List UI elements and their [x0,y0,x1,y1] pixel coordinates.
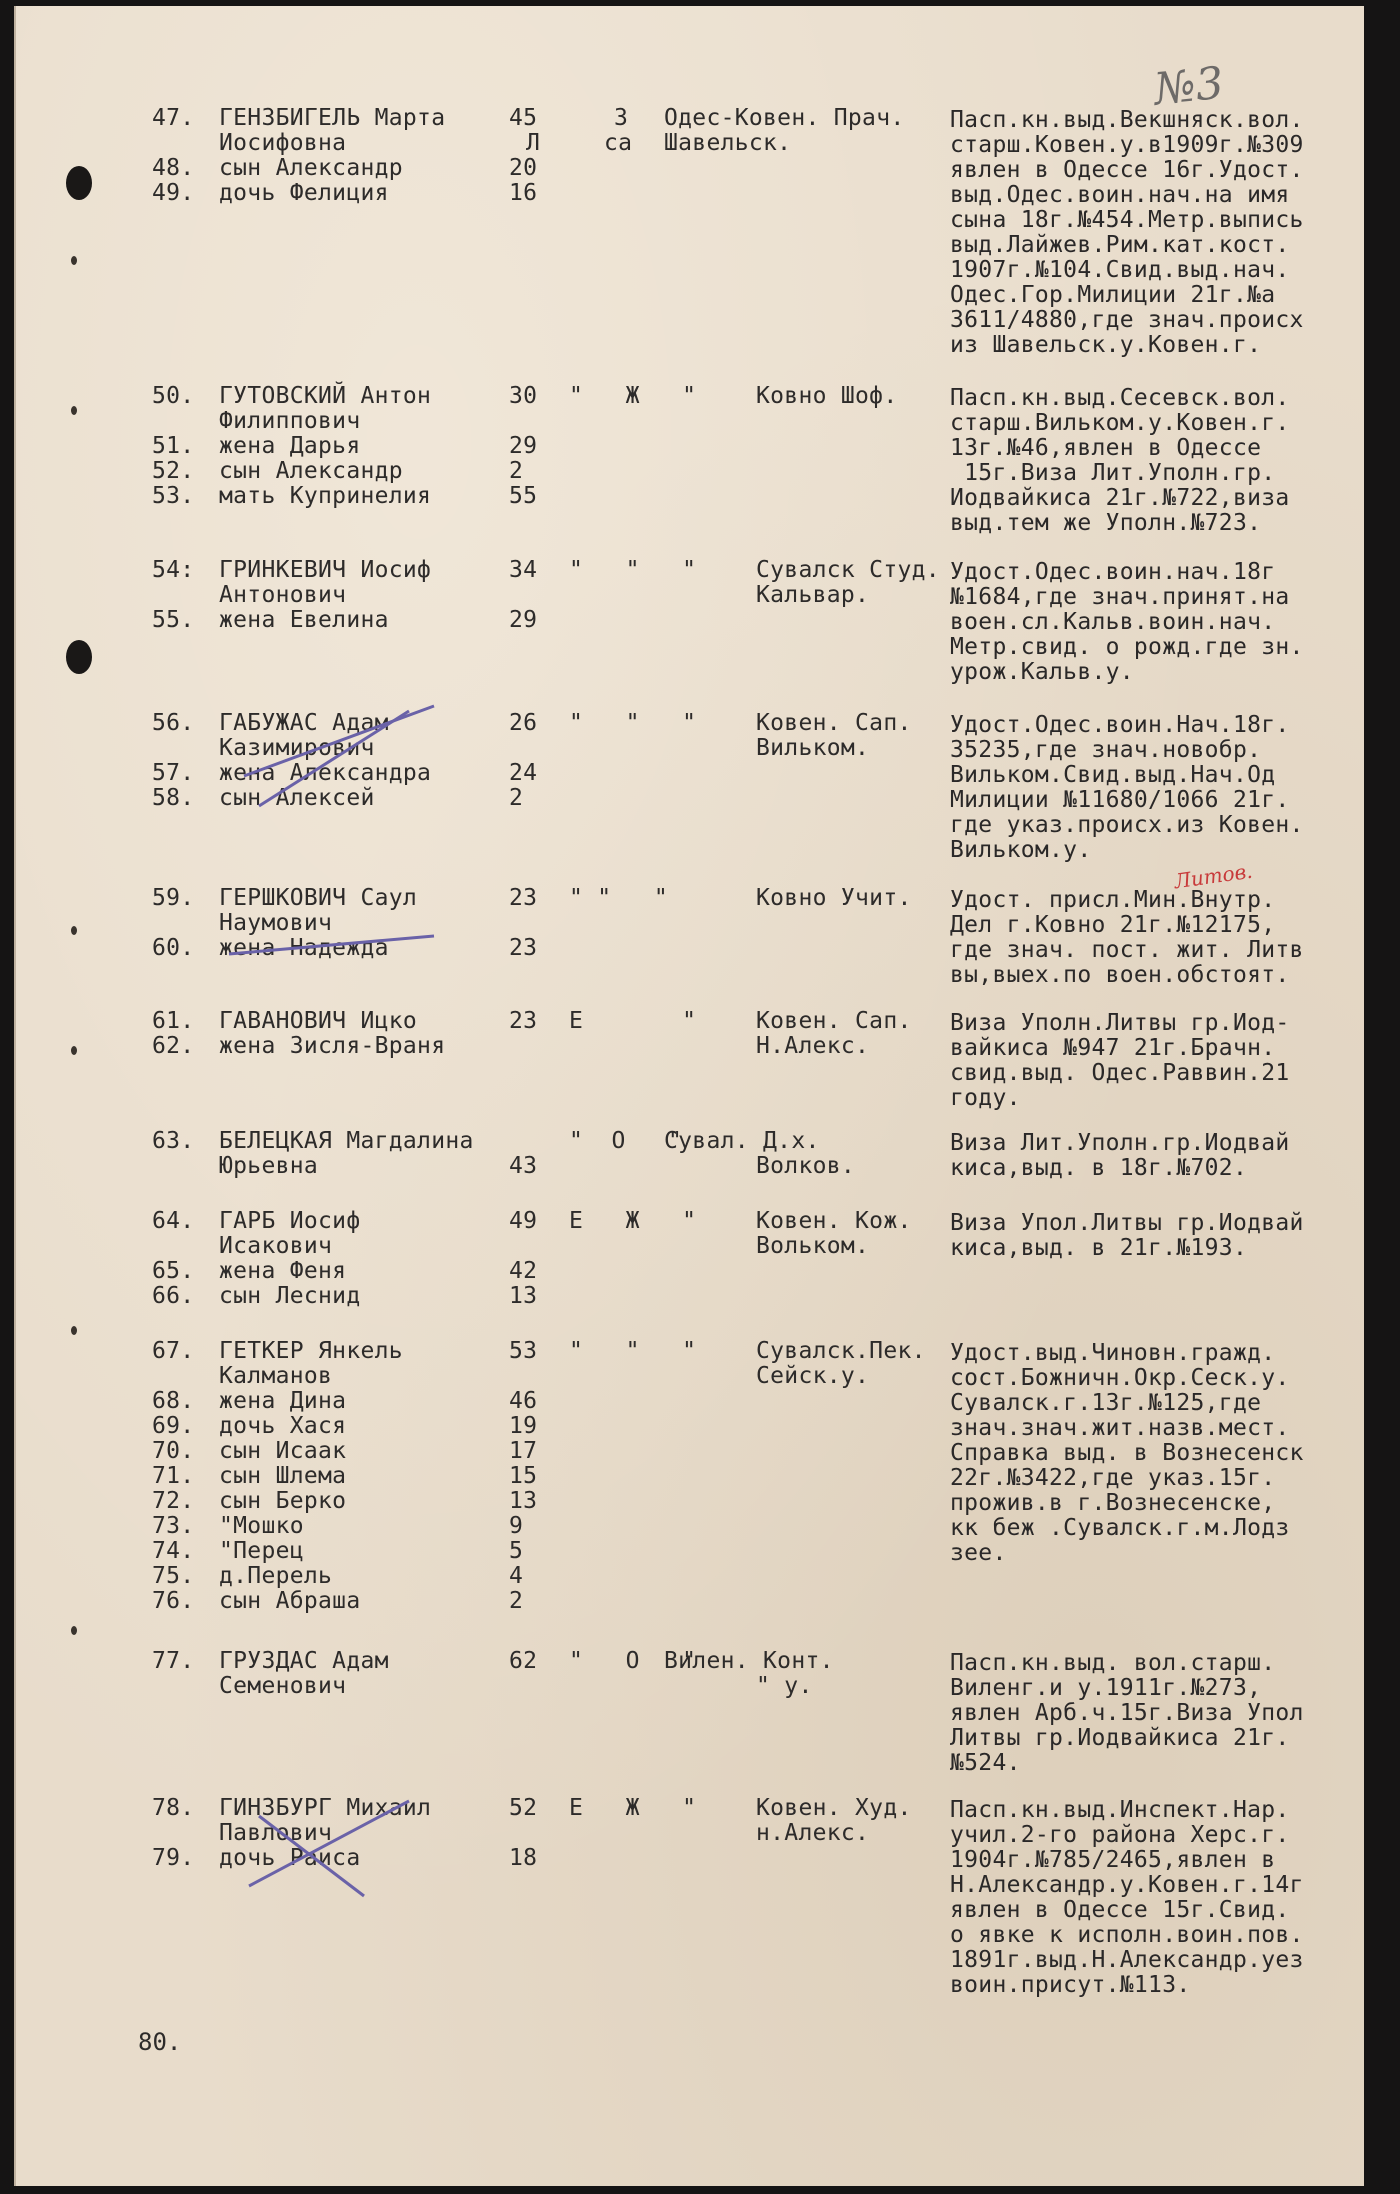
remark-line: явлен в Одессе 15г.Свид. [950,1897,1290,1923]
footer-number: 80. [138,2028,182,2056]
age-value: 16 [509,180,538,206]
status-codes: " " " [569,1338,697,1364]
status-codes: " " " [569,557,697,583]
entry-number: 65. [152,1258,195,1284]
person-name: ГРИНКЕВИЧ Иосиф [219,557,432,583]
entry-number: 60. [152,935,195,961]
person-name: Юрьевна [219,1153,319,1179]
remark-line: знач.знач.жит.назв.мест. [950,1415,1290,1441]
person-name: Антонович [219,582,347,608]
entry-number: 48. [152,155,195,181]
age-value: 53 [509,1338,538,1364]
entry-number: 69. [152,1413,195,1439]
person-name: д.Перель [219,1563,333,1589]
age-value: 42 [509,1258,538,1284]
remark-line: выд.тем же Уполн.№723. [950,510,1262,536]
remark-line: Одес.Гор.Милиции 21г.№а [950,282,1276,308]
remark-line: сына 18г.№454.Метр.выпись [950,207,1304,233]
person-name: ГУТОВСКИЙ Антон [219,383,432,409]
remark-line: 13г.№46,явлен в Одессе [950,435,1262,461]
status-codes: Е Ж " [569,1208,697,1234]
person-name: дочь Раиса [219,1845,361,1871]
person-name: БЕЛЕЦКАЯ Магдалина [219,1128,474,1154]
remark-line: вайкиса №947 21г.Брачн. [950,1035,1276,1061]
remark-line: Пасп.кн.выд.Сесевск.вол. [950,385,1290,411]
person-name: сын Леснид [219,1283,361,1309]
age-value: 29 [509,433,538,459]
entry-number: 70. [152,1438,195,1464]
origin-occupation: Сувал. Д.х. [664,1128,820,1154]
age-value: 29 [509,607,538,633]
status-codes: са [604,130,633,156]
person-name: Иосифовна [219,130,347,156]
remark-line: Удост.Одес.воин.нач.18г [950,559,1276,585]
age-value: 18 [509,1845,538,1871]
remark-line: о явке к исполн.воин.пов. [950,1922,1304,1948]
person-name: сын Алексей [219,785,375,811]
remark-line: где знач. пост. жит. Литв [950,937,1304,963]
remark-line: Литвы гр.Иодвайкиса 21г. [950,1725,1290,1751]
remark-line: 15г.Виза Лит.Уполн.гр. [950,460,1276,486]
age-value: 43 [509,1153,538,1179]
strike-line [249,1801,409,1886]
remark-line: Сувалск.г.13г.№125,где [950,1390,1262,1416]
remark-line: вы,выех.по воен.обстоят. [950,962,1290,988]
age-value: 46 [509,1388,538,1414]
person-name: "Мошко [219,1513,304,1539]
person-name: Семенович [219,1673,347,1699]
status-codes: Е Ж " [569,1795,697,1821]
remark-line: Виза Уполн.Литвы гр.Иод- [950,1010,1290,1036]
age-value: 52 [509,1795,538,1821]
entry-number: 47. [152,105,195,131]
origin-occupation: Вильком. [756,735,870,761]
entry-number: 55. [152,607,195,633]
entry-number: 74. [152,1538,195,1564]
person-name: Казимирович [219,735,375,761]
person-name: сын Александр [219,155,403,181]
age-value: 2 [509,458,524,484]
document-page [14,6,1364,2186]
origin-occupation: Сувалск.Пек. [756,1338,926,1364]
entry-number: 64. [152,1208,195,1234]
entry-number: 52. [152,458,195,484]
strike-marks [14,6,1364,2186]
entry-number: 75. [152,1563,195,1589]
origin-occupation: Шавельск. [664,130,792,156]
entry-number: 58. [152,785,195,811]
origin-occupation: н.Алекс. [756,1820,870,1846]
age-value: 9 [509,1513,524,1539]
entry-number: 51. [152,433,195,459]
person-name: ГЕТКЕР Янкель [219,1338,403,1364]
entry-number: 66. [152,1283,195,1309]
entry-number: 59. [152,885,195,911]
remark-line: Пасп.кн.выд. вол.старш. [950,1650,1276,1676]
status-codes: " О " [569,1128,683,1154]
remark-line: №1684,где знач.принят.на [950,584,1290,610]
status-codes: " " " [569,710,697,736]
age-value: 17 [509,1438,538,1464]
origin-occupation: Одес-Ковен. Прач. [664,105,905,131]
person-name: жена Дина [219,1388,347,1414]
entry-number: 76. [152,1588,195,1614]
remark-line: выд.Одес.воин.нач.на имя [950,182,1290,208]
person-name: сын Александр [219,458,403,484]
age-value: 55 [509,483,538,509]
person-name: жена Зисля-Враня [219,1033,446,1059]
remark-line: где указ.происх.из Ковен. [950,812,1304,838]
remark-line: кк беж .Сувалск.г.м.Лодз [950,1515,1290,1541]
remark-line: Удост.Одес.воин.Нач.18г. [950,712,1290,738]
red-annotation: Литов. [1172,858,1254,894]
remark-line: сост.Божничн.Окр.Сеск.у. [950,1365,1290,1391]
origin-occupation: Н.Алекс. [756,1033,870,1059]
person-name: сын Берко [219,1488,347,1514]
remark-line: старш.Ковен.у.в1909г.№309 [950,132,1304,158]
entry-number: 54: [152,557,195,583]
remark-line: явлен в Одессе 16г.Удост. [950,157,1304,183]
age-value: 23 [509,1008,538,1034]
person-name: дочь Фелиция [219,180,389,206]
person-name: дочь Хася [219,1413,347,1439]
person-name: мать Купринелия [219,483,432,509]
person-name: ГАБУЖАС Адам [219,710,389,736]
strike-line [259,1816,364,1896]
entry-number: 67. [152,1338,195,1364]
remark-line: Иодвайкиса 21г.№722,виза [950,485,1290,511]
age-value: 15 [509,1463,538,1489]
origin-occupation: Ковен. Кож. [756,1208,912,1234]
strike-line [259,711,409,806]
remark-line: Дел г.Ковно 21г.№12175, [950,912,1276,938]
remark-line: 1904г.№785/2465,явлен в [950,1847,1276,1873]
remark-line: киса,выд. в 18г.№702. [950,1155,1248,1181]
remark-line: №524. [950,1750,1021,1776]
entry-number: 73. [152,1513,195,1539]
remark-line: 35235,где знач.новобр. [950,737,1262,763]
strike-line [244,706,434,776]
remark-line: свид.выд. Одес.Раввин.21 [950,1060,1290,1086]
status-codes: " О " [569,1648,697,1674]
remark-line: Метр.свид. о рожд.где зн. [950,634,1304,660]
person-name: жена Евелина [219,607,389,633]
remark-line: прожив.в г.Вознесенске, [950,1490,1276,1516]
strike-line [229,936,434,954]
age-value: 19 [509,1413,538,1439]
remark-line: Милиции №11680/1066 21г. [950,787,1290,813]
remark-line: старш.Вильком.у.Ковен.г. [950,410,1290,436]
person-name: ГЕРШКОВИЧ Саул [219,885,418,911]
entry-number: 57. [152,760,195,786]
person-name: ГАВАНОВИЧ Ицко [219,1008,418,1034]
age-value: Л [526,130,541,156]
entry-number: 62. [152,1033,195,1059]
entry-number: 79. [152,1845,195,1871]
remark-line: воен.сл.Кальв.воин.нач. [950,609,1276,635]
remark-line: из Шавельск.у.Ковен.г. [950,332,1262,358]
remark-line: Справка выд. в Вознесенск [950,1440,1304,1466]
origin-occupation: Ковен. Сап. [756,710,912,736]
person-name: ГИНЗБУРГ Михаил [219,1795,432,1821]
remark-line: Виленг.и у.1911г.№273, [950,1675,1262,1701]
remark-line: воин.присут.№113. [950,1972,1191,1998]
remark-line: Н.Александр.у.Ковен.г.14г [950,1872,1304,1898]
person-name: жена Надежда [219,935,389,961]
remark-line: выд.Лайжев.Рим.кат.кост. [950,232,1290,258]
age-value: 2 [509,1588,524,1614]
remark-line: Виза Лит.Уполн.гр.Иодвай [950,1130,1290,1156]
entry-number: 50. [152,383,195,409]
age-value: 30 [509,383,538,409]
entry-number: 68. [152,1388,195,1414]
origin-occupation: Ковно Шоф. [756,383,898,409]
person-name: сын Исаак [219,1438,347,1464]
entry-number: 71. [152,1463,195,1489]
person-name: Калманов [219,1363,333,1389]
origin-occupation: Сейск.у. [756,1363,870,1389]
age-value: 2 [509,785,524,811]
entry-number: 77. [152,1648,195,1674]
age-value: 45 [509,105,538,131]
status-codes: " Ж " [569,383,697,409]
remark-line: 22г.№3422,где указ.15г. [950,1465,1276,1491]
entry-number: 72. [152,1488,195,1514]
age-value: 62 [509,1648,538,1674]
status-codes: Е " [569,1008,697,1034]
entry-number: 78. [152,1795,195,1821]
person-name: ГАРБ Иосиф [219,1208,361,1234]
origin-occupation: " у. [756,1673,813,1699]
age-value: 26 [509,710,538,736]
age-value: 13 [509,1488,538,1514]
status-codes: З [614,105,629,131]
origin-occupation: Сувалск Студ. [756,557,940,583]
age-value: 49 [509,1208,538,1234]
remark-line: учил.2-го района Херс.г. [950,1822,1290,1848]
person-name: жена Феня [219,1258,347,1284]
person-name: "Перец [219,1538,304,1564]
age-value: 24 [509,760,538,786]
remark-line: Пасп.кн.выд.Инспект.Нар. [950,1797,1290,1823]
person-name: сын Абраша [219,1588,361,1614]
age-value: 5 [509,1538,524,1564]
person-name: Наумович [219,910,333,936]
age-value: 13 [509,1283,538,1309]
remark-line: году. [950,1085,1021,1111]
entry-number: 61. [152,1008,195,1034]
remark-line: киса,выд. в 21г.№193. [950,1235,1248,1261]
origin-occupation: Кальвар. [756,582,870,608]
remark-line: урож.Кальв.у. [950,659,1134,685]
origin-occupation: Вилен. Конт. [664,1648,834,1674]
person-name: ГРУЗДАС Адам [219,1648,389,1674]
person-name: жена Дарья [219,433,361,459]
person-name: Павлович [219,1820,333,1846]
remark-line: Удост. присл.Мин.Внутр. [950,887,1276,913]
age-value: 23 [509,885,538,911]
remark-line: 1907г.№104.Свид.выд.нач. [950,257,1290,283]
person-name: жена Александра [219,760,432,786]
person-name: сын Шлема [219,1463,347,1489]
person-name: Исакович [219,1233,333,1259]
remark-line: Виза Упол.Литвы гр.Иодвай [950,1210,1304,1236]
entry-number: 63. [152,1128,195,1154]
age-value: 34 [509,557,538,583]
origin-occupation: Ковно Учит. [756,885,912,911]
age-value: 20 [509,155,538,181]
entry-number: 56. [152,710,195,736]
status-codes: " " " [569,885,669,911]
origin-occupation: Волков. [756,1153,856,1179]
entry-number: 49. [152,180,195,206]
origin-occupation: Ковен. Сап. [756,1008,912,1034]
remark-line: Вильком.у. [950,837,1092,863]
person-name: ГЕНЗБИГЕЛЬ Марта [219,105,446,131]
age-value: 4 [509,1563,524,1589]
origin-occupation: Вольком. [756,1233,870,1259]
origin-occupation: Ковен. Худ. [756,1795,912,1821]
remark-line: Пасп.кн.выд.Векшняск.вол. [950,107,1304,133]
age-value: 23 [509,935,538,961]
remark-line: Вильком.Свид.выд.Нач.Од [950,762,1276,788]
entry-number: 53. [152,483,195,509]
remark-line: явлен Арб.ч.15г.Виза Упол [950,1700,1304,1726]
page-number: №3 [1151,57,1227,116]
remark-line: Удост.выд.Чиновн.гражд. [950,1340,1276,1366]
person-name: Филиппович [219,408,361,434]
remark-line: 3611/4880,где знач.происх [950,307,1304,333]
remark-line: 1891г.выд.Н.Александр.уез [950,1947,1304,1973]
remark-line: зее. [950,1540,1007,1566]
